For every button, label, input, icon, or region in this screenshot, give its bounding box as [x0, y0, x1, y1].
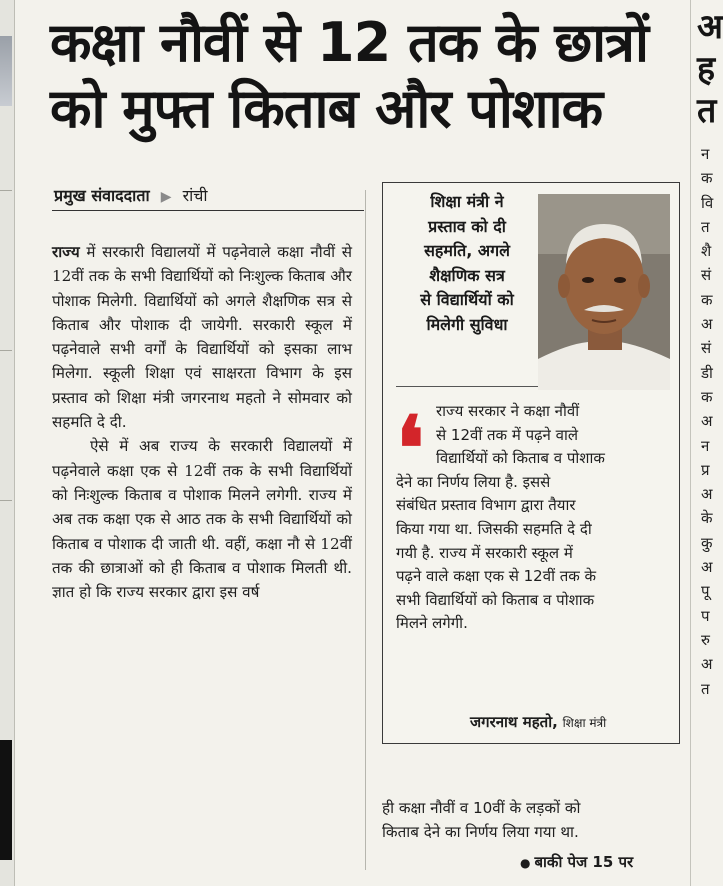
speaker-title: शिक्षा मंत्री	[562, 716, 607, 730]
right-column-line: रु	[701, 630, 710, 649]
right-column-line: त	[701, 679, 710, 698]
right-column-line: वि	[701, 193, 714, 212]
paragraph-text: में सरकारी विद्यालयों में पढ़नेवाले कक्षा नौवीं से 12वीं तक के सभी विद्यार्थियों को निःशुल्क किताब और पोशाक मिलेगी. विद्यार्थियों को अगले शैक्षणिक सत्र से किताब और पोशाक दी जायेगी. सरकारी स्कूल में पढ़नेवाले सभी वर्गों के विद्यार्थियों को इसका लाभ मिलेगा. स्कूली शिक्षा एवं साक्षरता विभाग के इस प्रस्ताव को शिक्षा मंत्री जगरनाथ महतो ने सोमवार को सहमति दे दी.	[52, 243, 353, 432]
page-jump	[520, 852, 633, 872]
caption-line: शिक्षा मंत्री ने	[430, 192, 504, 211]
caption-line: शैक्षणिक सत्र	[429, 265, 505, 285]
right-column-line: अ	[701, 558, 713, 577]
reporter-name: प्रमुख संवाददाता	[54, 186, 150, 205]
quote-line: से 12वीं तक में पढ़ने वाले	[436, 425, 579, 444]
right-column-line: क	[701, 290, 713, 309]
article-paragraph: ऐसे में अब राज्य के सरकारी विद्यालयों में पढ़नेवाले कक्षा एक से 12वीं तक के सभी विद्यार्थियों को निःशुल्क किताब व पोशाक मिलने लगेगी. राज्य में अब तक कक्षा एक से आठ तक के सभी विद्यार्थियों को किताब व पोशाक दी जाती थी. वहीं, कक्षा नौ से 12वीं तक की छात्राओं को ही किताब व पोशाक मिलती थी. ज्ञात हो कि राज्य सरकार द्वारा इस वर्ष	[52, 437, 352, 602]
right-column-line: के	[701, 509, 713, 528]
right-column-edge	[690, 0, 721, 886]
lead-word: राज्य	[52, 243, 80, 261]
byline-rule	[52, 210, 364, 211]
quote-line: संबंधित प्रस्ताव विभाग द्वारा तैयार	[396, 496, 576, 515]
quote-line: सभी विद्यार्थियों को किताब व पोशाक	[396, 590, 595, 609]
minister-photo	[538, 194, 670, 390]
dateline-city: रांची	[182, 186, 208, 205]
photo-caption	[396, 190, 538, 387]
right-column-line: प	[701, 606, 710, 625]
quote-line: गयी है. राज्य में सरकारी स्कूल में	[396, 543, 573, 562]
right-column-line: सं	[701, 339, 712, 358]
left-column-dark-block	[0, 740, 12, 860]
right-column-line: अ	[701, 412, 713, 431]
right-column-text	[701, 142, 721, 701]
continuation-text	[382, 796, 678, 845]
article-paragraph	[52, 240, 352, 434]
column-divider	[365, 190, 366, 870]
quote-line: पढ़ने वाले कक्षा एक से 12वीं तक के	[396, 567, 597, 586]
left-column-rule	[0, 190, 12, 191]
continuation-line: ही कक्षा नौवीं व 10वीं के लड़कों को	[382, 799, 581, 817]
headline	[50, 10, 690, 142]
quote-attribution	[470, 712, 606, 732]
left-column-rule	[0, 500, 12, 501]
right-column-line: अ	[701, 315, 713, 334]
jump-label: बाकी पेज 15 पर	[534, 853, 634, 871]
quote-line: देने का निर्णय लिया है. इससे	[396, 472, 551, 491]
caption-line: सहमति, अगले	[424, 241, 510, 261]
caption-line: प्रस्ताव को दी	[428, 216, 506, 236]
speaker-name: जगरनाथ महतो,	[470, 713, 558, 731]
right-column-line: सं	[701, 266, 712, 285]
quote-line: विद्यार्थियों को किताब व पोशाक	[436, 449, 605, 468]
bullet-icon: ●	[520, 856, 531, 870]
right-column-line: कु	[701, 533, 713, 552]
quote-mark-icon: ❛	[396, 396, 425, 500]
right-column-line: पू	[701, 582, 710, 601]
headline-line: को मुफ्त किताब और पोशाक	[50, 77, 603, 140]
byline	[54, 184, 208, 206]
headline-line: कक्षा नौवीं से 12 तक के छात्रों	[50, 11, 648, 74]
right-column-line: त	[701, 217, 710, 236]
right-column-line: अ	[701, 655, 713, 674]
right-column-line: क	[701, 169, 713, 188]
right-column-line: अ	[701, 485, 713, 504]
quote-line: मिलने लगेगी.	[396, 614, 468, 633]
right-column-line: शै	[701, 242, 712, 261]
quote-line: राज्य सरकार ने कक्षा नौवीं	[436, 402, 580, 420]
article-body	[52, 240, 352, 604]
right-column-line: प्र	[701, 460, 710, 479]
right-column-line: न	[701, 436, 710, 455]
right-column-line: न	[701, 145, 710, 163]
left-column-rule	[0, 350, 12, 351]
right-column-line: क	[701, 387, 713, 406]
quote-text	[396, 396, 668, 636]
continuation-line: किताब देने का निर्णय लिया गया था.	[382, 823, 579, 842]
right-column-line: डी	[701, 363, 713, 382]
caption-line: से विद्यार्थियों को	[420, 290, 514, 310]
caption-line: मिलेगी सुविधा	[426, 314, 508, 334]
quote-line: किया गया था. जिसकी सहमति दे दी	[396, 519, 592, 538]
right-column-headline: अ ह त	[697, 7, 723, 131]
left-column-photo-edge	[0, 36, 12, 106]
triangle-right-icon: ▶	[160, 189, 172, 205]
